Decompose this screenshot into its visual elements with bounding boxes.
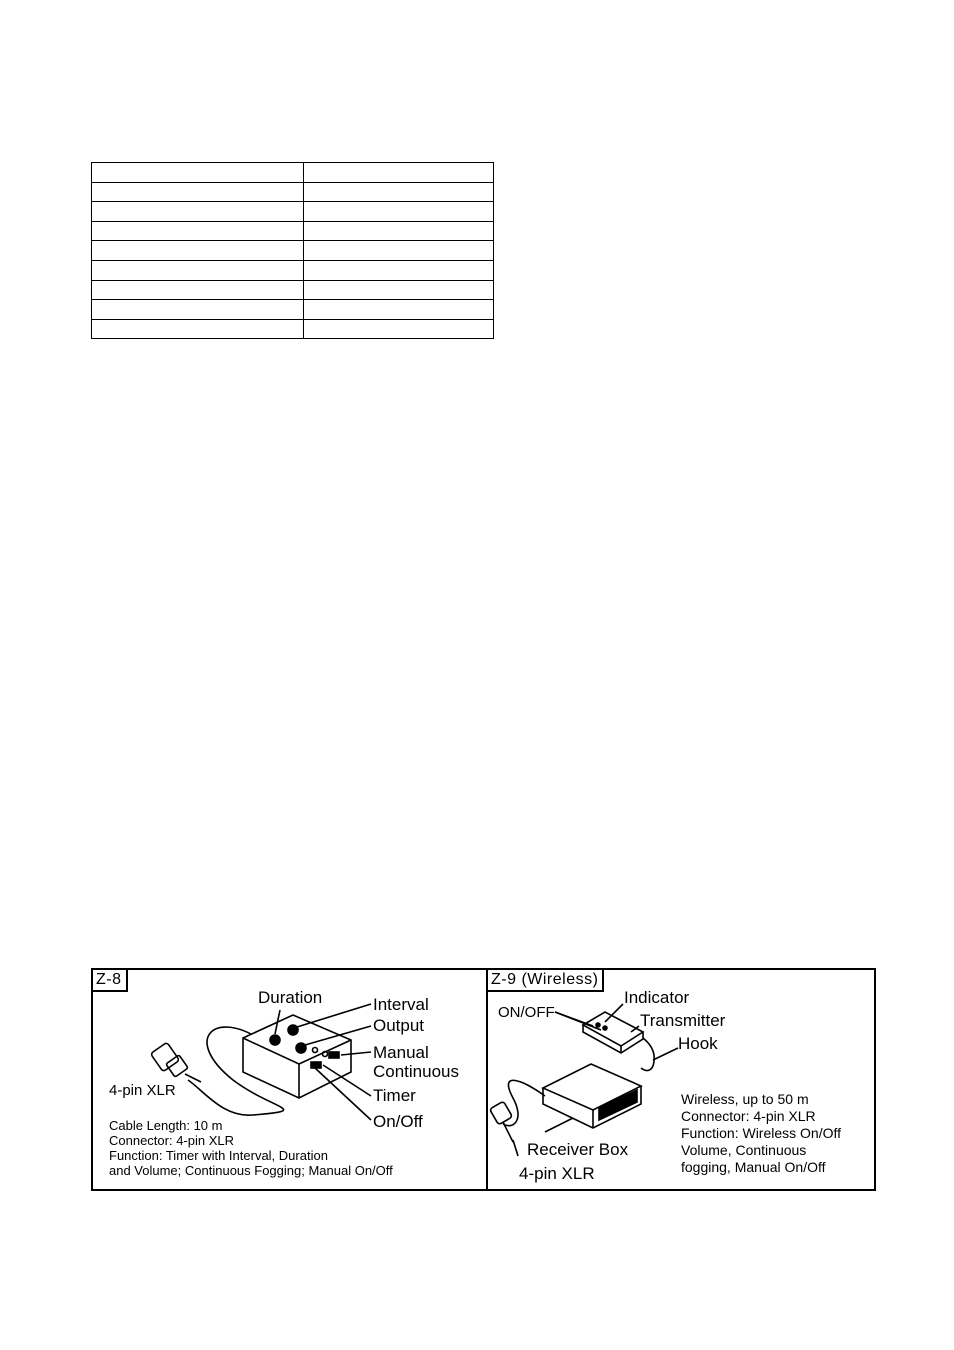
table-row (92, 319, 494, 339)
z9-spec-list (681, 1091, 841, 1176)
output-label: Output (373, 1016, 425, 1035)
spec-line: Cable Length: 10 m (109, 1118, 223, 1133)
table-row (92, 241, 494, 261)
onoff-label: On/Off (373, 1112, 423, 1131)
spec-line: and Volume; Continuous Fogging; Manual On/Off (109, 1163, 393, 1178)
z9-tag: Z-9 (Wireless) (488, 970, 604, 992)
spec-line: Volume, Continuous (681, 1142, 807, 1158)
spec-line: fogging, Manual On/Off (681, 1159, 826, 1175)
continuous-label: Continuous (373, 1062, 460, 1081)
manual-label: Manual (373, 1043, 429, 1062)
table-row (92, 280, 494, 300)
transmitter-label: Transmitter (640, 1011, 726, 1030)
table-cell (92, 221, 304, 241)
table-row (92, 163, 494, 183)
table-cell (304, 280, 494, 300)
z8-spec-list (109, 1118, 393, 1178)
hook-icon (641, 1038, 654, 1071)
table-cell (92, 319, 304, 339)
spec-line: Connector: 4-pin XLR (681, 1108, 816, 1124)
table-cell (92, 241, 304, 261)
table-row (92, 300, 494, 320)
table-cell (92, 300, 304, 320)
z9-onoff-label: ON/OFF (498, 1004, 555, 1021)
z9-xlr-label: 4-pin XLR (519, 1164, 595, 1183)
receiver-box-icon (543, 1064, 641, 1128)
table-cell (304, 202, 494, 222)
table-cell (304, 182, 494, 202)
table-cell (304, 319, 494, 339)
timer-switch-icon (311, 1062, 321, 1068)
duration-label: Duration (258, 988, 323, 1007)
table-cell (304, 260, 494, 280)
spec-line: Wireless, up to 50 m (681, 1091, 809, 1107)
timer-label: Timer (373, 1086, 416, 1105)
interval-label: Interval (373, 995, 429, 1014)
table-cell (92, 202, 304, 222)
table-row (92, 260, 494, 280)
table-cell (92, 163, 304, 183)
indicator-label: Indicator (624, 988, 690, 1007)
spec-line: Function: Timer with Interval, Duration (109, 1148, 328, 1163)
z8-xlr-label: 4-pin XLR (109, 1082, 176, 1099)
output-knob-icon (296, 1043, 306, 1053)
table-cell (304, 221, 494, 241)
duration-knob-icon (270, 1035, 280, 1045)
transmitter-icon (583, 1012, 643, 1053)
spec-line: Connector: 4-pin XLR (109, 1133, 235, 1148)
z8-tag: Z-8 (93, 970, 128, 992)
table-row (92, 182, 494, 202)
table-cell (304, 300, 494, 320)
hook-label: Hook (678, 1034, 718, 1053)
table-cell (92, 280, 304, 300)
manual-switch-icon (329, 1052, 339, 1058)
table-row (92, 202, 494, 222)
z9-xlr-connector-icon (490, 1101, 513, 1142)
receiver-box-label: Receiver Box (527, 1140, 629, 1159)
table-cell (92, 260, 304, 280)
spec-table (91, 162, 494, 339)
table-row (92, 221, 494, 241)
z8-xlr-connector-icon (150, 1042, 201, 1082)
interval-knob-icon (288, 1025, 298, 1035)
table-cell (304, 241, 494, 261)
table-cell (92, 182, 304, 202)
spec-line: Function: Wireless On/Off (681, 1125, 842, 1141)
remote-controllers-figure (91, 968, 876, 1191)
table-cell (304, 163, 494, 183)
